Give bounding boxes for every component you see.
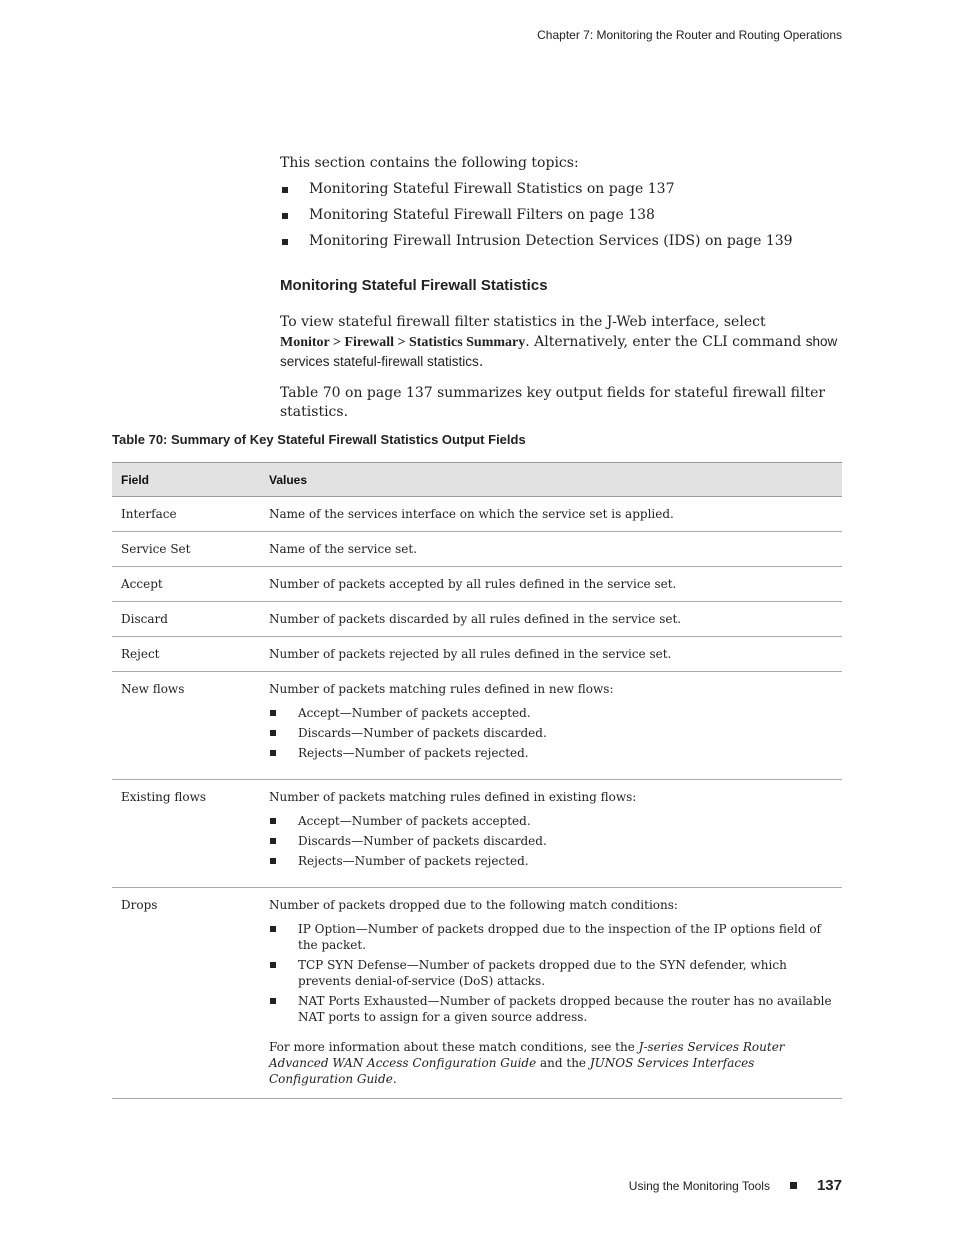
topic-link[interactable]: Monitoring Stateful Firewall Statistics on page 137 [309,181,675,197]
list-item [269,957,836,989]
list-item-text: Discards—Number of packets discarded. [298,834,547,848]
list-item [269,921,836,953]
value-cell: Number of packets discarded by all rules defined in the service set. [260,602,842,637]
field-cell: New flows [112,672,260,780]
list-item [269,813,842,829]
note-text: and the [536,1056,590,1070]
list-item-text: IP Option—Number of packets dropped due to the inspection of the IP options field of the packet. [298,922,821,952]
field-cell: Existing flows [112,780,260,888]
bullet-square-icon [270,750,276,756]
bullet-square-icon [270,926,276,932]
table-row [112,672,842,780]
menu-path: Monitor > Firewall > Statistics Summary [280,335,526,350]
value-cell: Name of the services interface on which the service set is applied. [260,497,842,532]
table-row [112,497,842,532]
output-fields-table [112,462,842,1099]
value-text: Number of packets matching rules defined in new flows: [269,682,614,696]
list-item-text: Discards—Number of packets discarded. [298,726,547,740]
list-item [269,745,842,761]
table-reference-paragraph: Table 70 on page 137 summarizes key output fields for stateful firewall filter statistics. [280,385,826,420]
list-item [269,725,842,741]
table-row [112,567,842,602]
running-header: Chapter 7: Monitoring the Router and Routing Operations [537,28,842,42]
field-cell: Discard [112,602,260,637]
cli-command: services stateful-firewall statistics [280,354,479,369]
list-item [269,993,836,1025]
table-header-row [112,463,842,497]
list-item-text: Accept—Number of packets accepted. [298,814,531,828]
bullet-square-icon [270,998,276,1004]
topic-item [280,181,844,198]
table-row [112,532,842,567]
field-cell: Service Set [112,532,260,567]
page-number: 137 [816,1177,842,1194]
value-cell: Number of packets rejected by all rules defined in the service set. [260,637,842,672]
section-heading: Monitoring Stateful Firewall Statistics [280,277,548,294]
instruction-paragraph [280,313,844,372]
footer-square-icon [790,1182,797,1189]
column-header-values: Values [260,463,842,497]
bullet-square-icon [270,710,276,716]
topic-link[interactable]: Monitoring Firewall Intrusion Detection Services (IDS) on page 139 [309,233,793,249]
reference-note [269,1039,836,1087]
value-cell: Number of packets accepted by all rules defined in the service set. [260,567,842,602]
list-item-text: NAT Ports Exhausted—Number of packets dropped because the router has no available NAT ports to assign for a given source address. [298,994,832,1024]
list-item [269,833,842,849]
table-row [112,602,842,637]
intro-lead: This section contains the following topics: [280,155,579,171]
bullet-square-icon [282,187,288,193]
bullet-square-icon [270,962,276,968]
topic-item [280,233,844,250]
note-text: For more information about these match conditions, see the [269,1040,639,1054]
note-text: . [392,1072,397,1086]
value-cell: Name of the service set. [260,532,842,567]
para-text: To view stateful firewall filter statistics in the J-Web interface, select [280,314,766,330]
value-cell [260,888,842,1099]
topic-item [280,207,844,224]
list-item-text: Accept—Number of packets accepted. [298,706,531,720]
list-item-text: TCP SYN Defense—Number of packets dropped due to the SYN defender, which prevents denial-of-service (DoS) attacks. [298,958,787,988]
column-header-field: Field [112,463,260,497]
table-row [112,637,842,672]
list-item [269,705,842,721]
table-row [112,780,842,888]
bullet-square-icon [270,730,276,736]
field-cell: Interface [112,497,260,532]
value-text: Number of packets matching rules defined in existing flows: [269,790,637,804]
bullet-square-icon [282,213,288,219]
topic-link[interactable]: Monitoring Stateful Firewall Filters on page 138 [309,207,655,223]
list-item-text: Rejects—Number of packets rejected. [298,854,529,868]
value-text: Number of packets dropped due to the following match conditions: [269,898,678,912]
value-cell [260,672,842,780]
intro-section [280,155,844,259]
para-text: . Alternatively, enter the CLI command [525,334,802,350]
guide-reference[interactable]: J-series Services Router Advanced WAN Access Configuration Guide [269,1040,785,1070]
list-item [269,853,842,869]
cli-command: show [805,334,838,349]
field-cell: Accept [112,567,260,602]
bullet-square-icon [270,818,276,824]
bullet-square-icon [282,239,288,245]
field-cell: Drops [112,888,260,1099]
guide-reference[interactable]: JUNOS Services Interfaces Configuration Guide [269,1056,755,1086]
para-text: . [478,354,484,370]
bullet-square-icon [270,858,276,864]
value-cell [260,780,842,888]
table-row [112,888,842,1099]
footer-label: Using the Monitoring Tools [628,1178,770,1193]
table-caption: Table 70: Summary of Key Stateful Firewall Statistics Output Fields [112,432,526,447]
field-cell: Reject [112,637,260,672]
bullet-square-icon [270,838,276,844]
list-item-text: Rejects—Number of packets rejected. [298,746,529,760]
page-footer [629,1177,842,1194]
